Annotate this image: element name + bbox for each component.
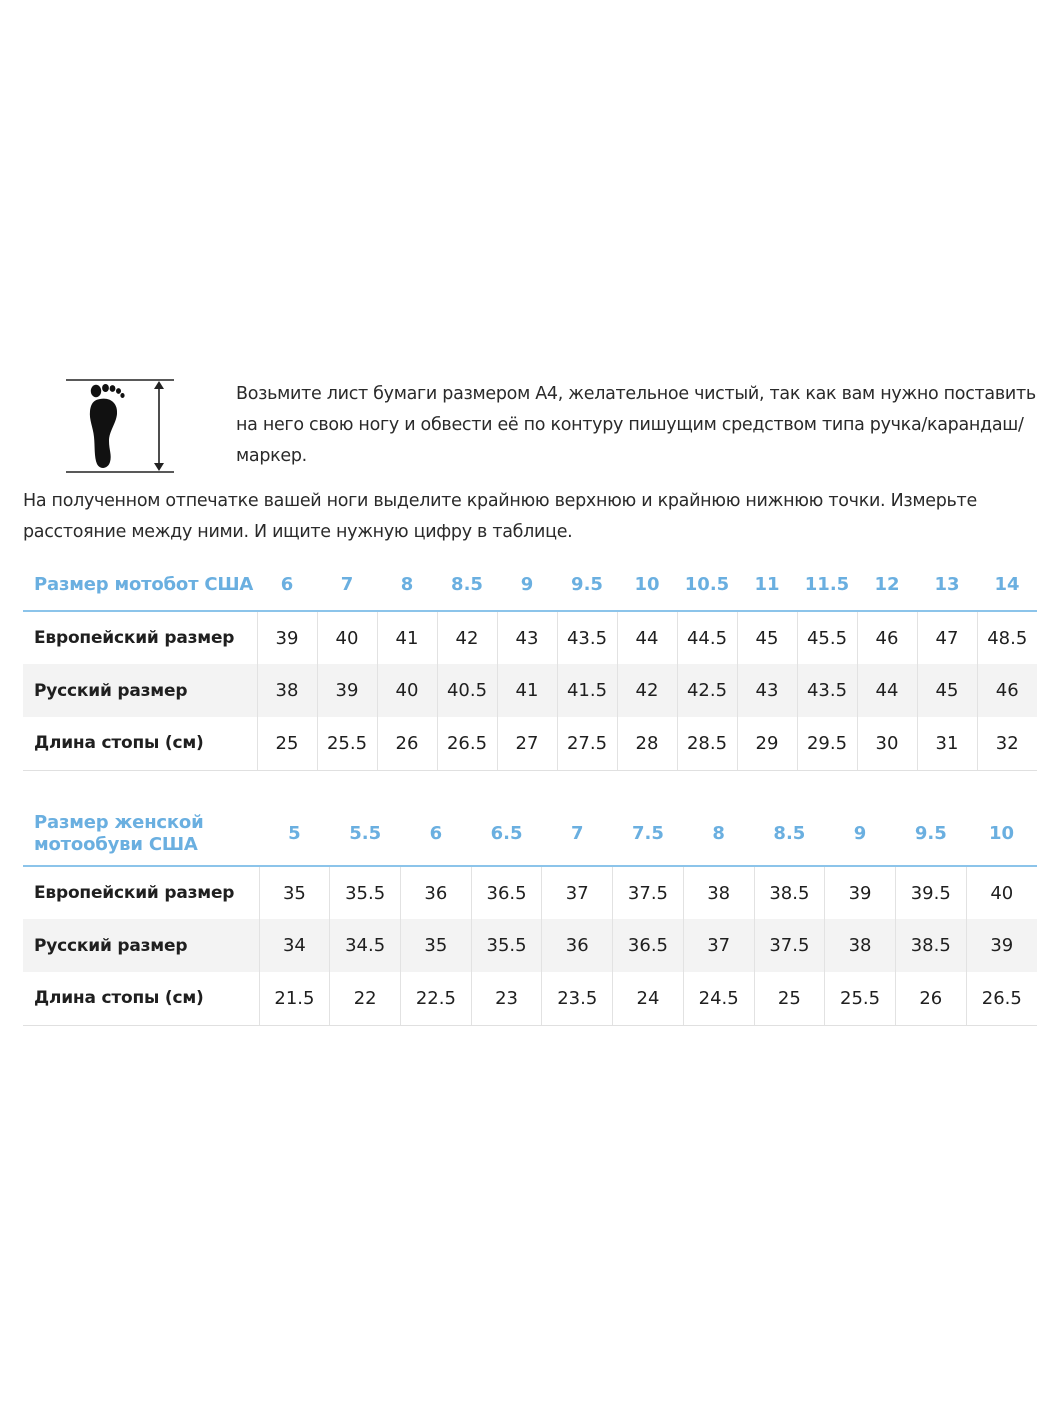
table-cell: 43.5 [557,611,617,664]
women-us-size: 7 [542,802,613,866]
table-cell: 25.5 [825,972,896,1025]
women-us-size: 8.5 [754,802,825,866]
table-cell: 35 [259,866,330,919]
foot-measure-icon [62,376,178,476]
table-cell: 37 [542,866,613,919]
women-us-size: 10 [966,802,1037,866]
table-cell: 37.5 [613,866,684,919]
table-cell: 37 [683,919,754,972]
women-row-russian [23,919,1037,972]
women-row-foot-length [23,972,1037,1025]
table-cell: 22.5 [401,972,472,1025]
table-cell: 39 [257,611,317,664]
table-cell: 30 [857,717,917,770]
men-us-size: 9.5 [557,559,617,611]
table-cell: 36.5 [471,866,542,919]
men-row-russian [23,664,1037,717]
row-label: Русский размер [23,919,259,972]
women-us-size: 5.5 [330,802,401,866]
table-cell: 42.5 [677,664,737,717]
row-label: Длина стопы (см) [23,972,259,1025]
table-cell: 43 [737,664,797,717]
table-cell: 39.5 [895,866,966,919]
table-cell: 47 [917,611,977,664]
women-size-table [23,802,1037,1026]
table-cell: 26 [895,972,966,1025]
table-cell: 31 [917,717,977,770]
women-row-european [23,866,1037,919]
table-cell: 26 [377,717,437,770]
table-cell: 34 [259,919,330,972]
table-cell: 40 [966,866,1037,919]
men-us-size: 11 [737,559,797,611]
men-header-label: Размер мотобот США [23,559,257,611]
table-cell: 36 [542,919,613,972]
men-us-size: 14 [977,559,1037,611]
table-cell: 29.5 [797,717,857,770]
table-cell: 40 [317,611,377,664]
women-us-size: 6.5 [471,802,542,866]
men-row-foot-length [23,717,1037,770]
women-us-size: 8 [683,802,754,866]
women-header-row [23,802,1037,866]
men-us-size: 7 [317,559,377,611]
women-header-label-line1: Размер женской [34,811,204,833]
table-cell: 45 [737,611,797,664]
table-cell: 25 [257,717,317,770]
table-cell: 32 [977,717,1037,770]
instruction-text: На полученном отпечатке вашей ноги выделите крайнюю верхнюю и крайнюю нижнюю точки. Измерьте расстояние между ними. И ищите нужную цифру в таблице. [23,491,977,542]
table-cell: 45 [917,664,977,717]
table-cell: 43.5 [797,664,857,717]
table-cell: 41 [497,664,557,717]
table-cell: 28 [617,717,677,770]
intro-text: Возьмите лист бумаги размером А4, желательное чистый, так как вам нужно поставить на него свою ногу и обвести её по контуру пишущим средством типа ручка/карандаш/маркер. [236,384,1036,466]
table-cell: 38 [825,919,896,972]
men-us-size: 13 [917,559,977,611]
men-us-size: 8.5 [437,559,497,611]
table-cell: 35 [401,919,472,972]
table-cell: 25.5 [317,717,377,770]
table-cell: 39 [966,919,1037,972]
men-row-european [23,611,1037,664]
table-cell: 26.5 [966,972,1037,1025]
men-us-size: 6 [257,559,317,611]
row-label: Длина стопы (см) [23,717,257,770]
women-header-label [23,802,259,866]
women-us-size: 6 [401,802,472,866]
table-cell: 38.5 [895,919,966,972]
table-cell: 22 [330,972,401,1025]
table-cell: 27.5 [557,717,617,770]
table-cell: 44.5 [677,611,737,664]
women-us-size: 7.5 [613,802,684,866]
table-cell: 24.5 [683,972,754,1025]
table-cell: 40 [377,664,437,717]
table-cell: 38 [257,664,317,717]
table-cell: 45.5 [797,611,857,664]
women-us-size: 9 [825,802,896,866]
table-cell: 29 [737,717,797,770]
table-cell: 21.5 [259,972,330,1025]
table-cell: 24 [613,972,684,1025]
men-us-size: 10 [617,559,677,611]
table-cell: 44 [617,611,677,664]
row-label: Русский размер [23,664,257,717]
table-cell: 37.5 [754,919,825,972]
table-cell: 46 [857,611,917,664]
table-cell: 28.5 [677,717,737,770]
men-size-table [23,559,1037,771]
table-cell: 23.5 [542,972,613,1025]
table-cell: 39 [317,664,377,717]
table-cell: 27 [497,717,557,770]
women-us-size: 5 [259,802,330,866]
men-us-size: 12 [857,559,917,611]
table-cell: 26.5 [437,717,497,770]
table-cell: 38.5 [754,866,825,919]
table-cell: 39 [825,866,896,919]
table-cell: 35.5 [330,866,401,919]
table-cell: 38 [683,866,754,919]
table-cell: 40.5 [437,664,497,717]
table-cell: 25 [754,972,825,1025]
men-us-size: 11.5 [797,559,857,611]
women-header-label-line2: мотообуви США [34,833,198,855]
table-cell: 43 [497,611,557,664]
women-us-size: 9.5 [895,802,966,866]
table-cell: 36 [401,866,472,919]
table-cell: 46 [977,664,1037,717]
table-cell: 44 [857,664,917,717]
table-cell: 36.5 [613,919,684,972]
row-label: Европейский размер [34,883,235,903]
men-us-size: 9 [497,559,557,611]
table-cell: 41.5 [557,664,617,717]
table-cell: 41 [377,611,437,664]
table-cell: 34.5 [330,919,401,972]
men-us-size: 10.5 [677,559,737,611]
row-label: Европейский размер [34,628,235,648]
table-cell: 42 [437,611,497,664]
table-cell: 23 [471,972,542,1025]
table-cell: 35.5 [471,919,542,972]
men-us-size: 8 [377,559,437,611]
table-cell: 42 [617,664,677,717]
men-header-row [23,559,1037,611]
table-cell: 48.5 [977,611,1037,664]
